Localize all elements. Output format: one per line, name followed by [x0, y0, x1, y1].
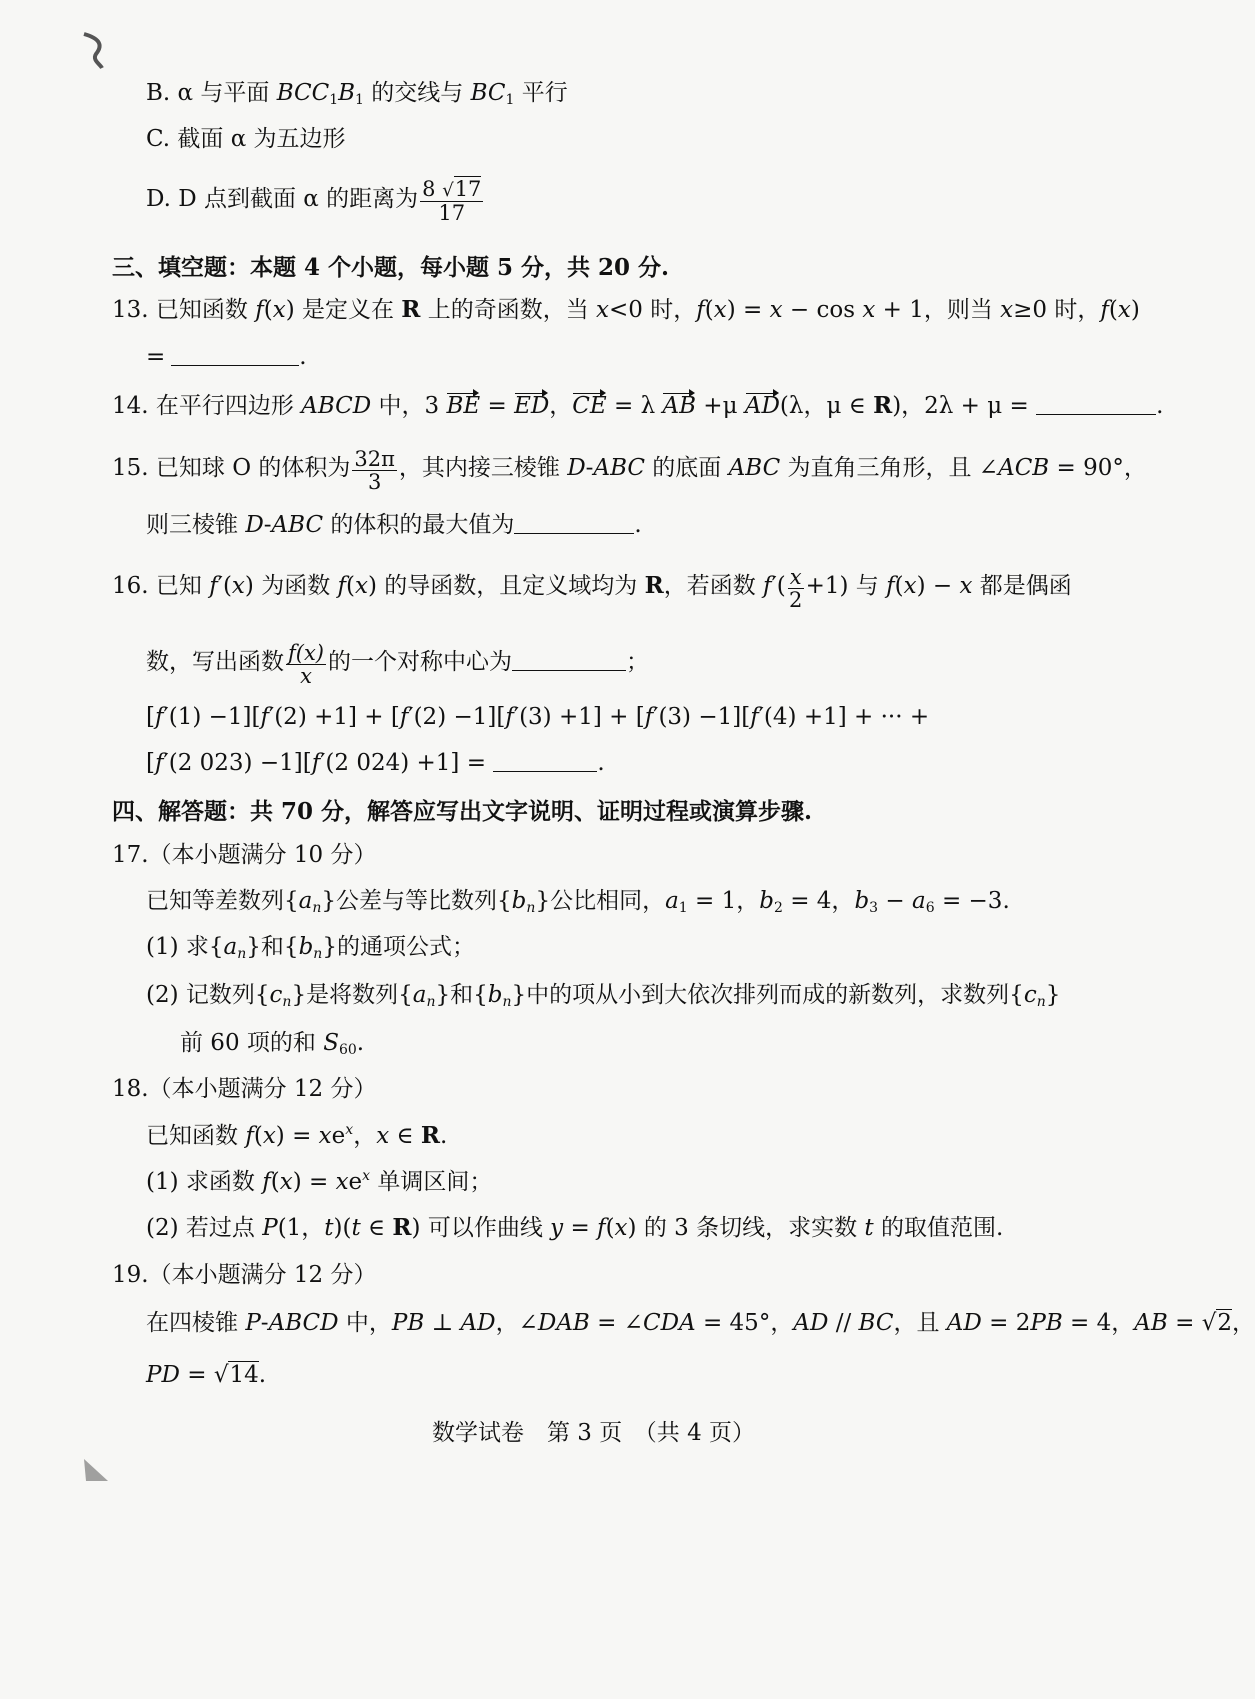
option-d-fraction	[420, 178, 483, 224]
q16-fx-over-x	[286, 642, 326, 687]
q16-frac1-den: 2	[789, 588, 803, 613]
option-c: C. 截面 α 为五边形	[146, 126, 346, 152]
q18-title: 18.（本小题满分 12 分）	[112, 1076, 377, 1102]
q13-answer-blank[interactable]	[171, 345, 299, 366]
q17-part2: (2) 记数列$\{c_n\}$是将数列$\{a_n\}$和$\{b_n\}$中的项从小到大依次排列而成的新数列，求数列$\{c_n\}$	[146, 982, 1061, 1010]
q19-stem2: PD = √14.	[146, 1362, 267, 1388]
q17-part2-cont: 前 60 项的和 $S_{60}$.	[180, 1030, 365, 1058]
q13-line2: = .	[146, 344, 307, 370]
q16-frac1-num: x	[789, 565, 802, 589]
q15-prefix: 15. 已知球 O 的体积为	[112, 455, 351, 482]
q16-line4: [f′(2 023) −1][f′(2 024) +1] = .	[146, 750, 605, 776]
scan-mark-top-left	[80, 30, 110, 70]
scan-mark-bottom-left	[82, 1455, 112, 1485]
q16-answer-blank-1[interactable]	[512, 650, 626, 671]
q16-line2-b: 的一个对称中心为	[328, 649, 513, 676]
q15-frac-denominator: 3	[367, 470, 382, 495]
q16-answer-blank-2[interactable]	[493, 751, 597, 772]
q18-stem: 已知函数 $f(x) = xe^x$，x ∈ R.	[146, 1122, 448, 1149]
q13-line1: 13. 已知函数 f(x) 是定义在 R 上的奇函数，当 x<0 时，f(x) = x − cos x + 1，则当 x≥0 时，f(x)	[112, 296, 1140, 323]
q16-line2-end: ；	[626, 649, 650, 676]
section3-heading: 三、填空题：本题 4 个小题，每小题 5 分，共 20 分.	[112, 254, 670, 281]
option-d	[146, 178, 485, 224]
q15-line1: 15. 已知球 O 的体积为 $\frac{32\pi}{3}$ ，其内接三棱锥 D-ABC 的底面 ABC 为直角三角形，且 ∠ACB = 90°，	[112, 447, 1147, 495]
q15-frac-numerator: 32π	[354, 447, 395, 471]
q15-fraction	[352, 448, 397, 493]
q16-line1: 16. 已知 f′(x) 为函数 f(x) 的导函数，且定义域均为 R，若函数 f′( $\frac{x}{2}$ +1) 与 f(x) − x 都是偶函	[112, 565, 1072, 613]
q15-line2: 则三棱锥 D-ABC 的体积的最大值为 .	[146, 512, 642, 538]
q19-title: 19.（本小题满分 12 分）	[112, 1262, 377, 1288]
option-d-text: D. D 点到截面 α 的距离为	[146, 185, 419, 212]
q16-frac2-den: x	[300, 664, 312, 689]
q18-part2: (2) 若过点 P(1，t)(t ∈ R) 可以作曲线 y = f(x) 的 3 条切线，求实数 t 的取值范围.	[146, 1214, 1004, 1241]
q19-stem: 在四棱锥 P-ABCD 中，PB ⊥ AD，∠DAB = ∠CDA = 45°，AD // BC，且 AD = 2PB = 4，AB = √2，	[146, 1310, 1255, 1336]
q16-line3: [f′(1) −1][f′(2) +1] + [f′(2) −1][f′(3) +1] + [f′(3) −1][f′(4) +1] + ··· +	[146, 704, 930, 730]
q16-x-over-2	[788, 566, 804, 611]
q17-stem: 已知等差数列$\{a_n\}$公差与等比数列$\{b_n\}$公比相同，$a_1 = 1$，$b_2 = 4$，$b_3 - a_6 = -3$.	[146, 888, 1010, 916]
q15-answer-blank[interactable]	[514, 513, 634, 534]
q16-line2-a: 数，写出函数	[146, 649, 284, 676]
q17-title: 17.（本小题满分 10 分）	[112, 842, 377, 868]
q18-part1: (1) 求函数 $f(x) = xe^x$ 单调区间；	[146, 1168, 493, 1195]
q14: 14. 在平行四边形 ABCD 中，3 BE = ED，CE = λ AB +μ AD(λ，μ ∈ R)，2λ + μ = .	[112, 392, 1164, 419]
q13-equals: =	[146, 344, 166, 370]
option-b: B. α 与平面 $BCC_1B_1$ 的交线与 $BC_1$ 平行	[146, 80, 568, 108]
option-d-denominator: 17	[438, 200, 466, 225]
q17-part1: (1) 求$\{a_n\}$和$\{b_n\}$的通项公式；	[146, 934, 475, 962]
q16-line2	[146, 642, 649, 687]
option-d-numerator: 8 √17	[422, 177, 482, 201]
q16-frac2-num: f(x)	[288, 641, 325, 665]
section4-heading: 四、解答题：共 70 分，解答应写出文字说明、证明过程或演算步骤.	[112, 798, 813, 825]
q14-answer-blank[interactable]	[1036, 394, 1156, 415]
page-footer: 数学试卷 第 3 页 （共 4 页）	[432, 1420, 756, 1446]
